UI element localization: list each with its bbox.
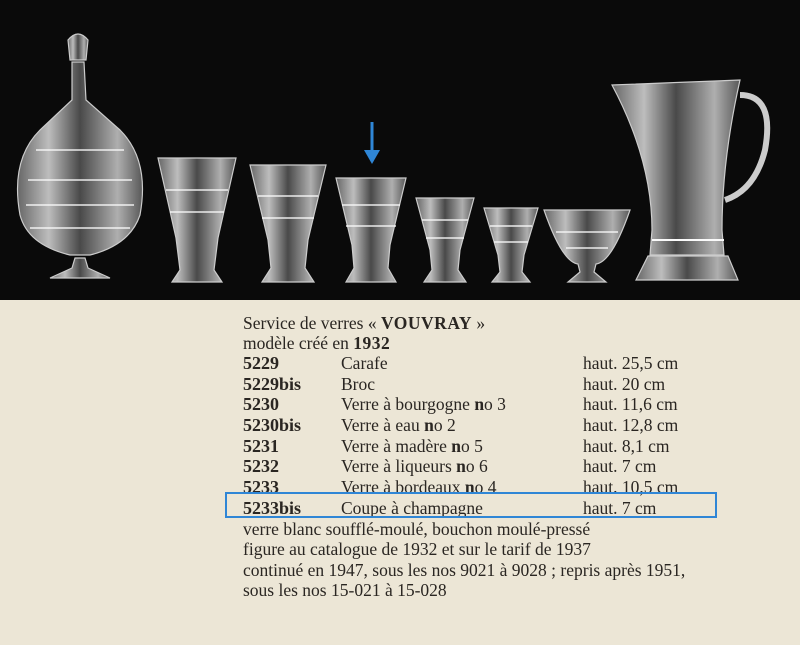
subtitle-prefix: modèle créé en — [243, 333, 354, 353]
down-arrow-icon — [364, 122, 380, 164]
glass-bordeaux-image — [336, 178, 406, 282]
item-code: 5230 — [243, 394, 279, 415]
item-size: haut. 12,8 cm — [583, 415, 679, 436]
pitcher-image — [612, 80, 767, 280]
service-subtitle — [243, 333, 798, 353]
item-row — [243, 394, 798, 415]
item-name: Carafe — [341, 353, 388, 373]
item-name: Verre à eau no 2 — [341, 415, 456, 436]
product-photo — [0, 0, 800, 300]
glass-bourgogne-image — [158, 158, 236, 282]
notes — [243, 519, 798, 601]
title-name: VOUVRAY — [381, 313, 472, 333]
item-row — [243, 456, 798, 477]
note-line: continué en 1947, sous les nos 9021 à 9028 ; repris après 1951, — [243, 559, 686, 580]
glass-eau-image — [250, 165, 326, 282]
item-size: haut. 7 cm — [583, 497, 657, 518]
title-prefix: Service de verres « — [243, 313, 381, 333]
item-code: 5230bis — [243, 415, 302, 436]
item-row — [243, 353, 798, 374]
item-name: Coupe à champagne — [341, 497, 483, 518]
item-name: Broc — [341, 373, 376, 394]
item-code: 5231 — [243, 435, 279, 456]
item-row — [243, 415, 798, 436]
note-line: sous les nos 15-021 à 15-028 — [243, 580, 447, 600]
item-row — [243, 374, 798, 395]
item-size: haut. 20 cm — [583, 373, 666, 394]
carafe-image — [18, 34, 143, 278]
highlight-box — [225, 492, 717, 518]
item-name: Verre à bourgogne no 3 — [341, 394, 506, 415]
note-line: figure au catalogue de 1932 et sur le tarif de 1937 — [243, 539, 591, 559]
item-row — [243, 436, 798, 457]
item-code: 5232 — [243, 456, 279, 477]
note-line: verre blanc soufflé-moulé, bouchon moulé-pressé — [243, 518, 591, 539]
item-code: 5233bis — [243, 497, 302, 518]
item-size: haut. 10,5 cm — [583, 477, 679, 498]
subtitle-year: 1932 — [353, 333, 391, 353]
title-suffix: » — [471, 313, 486, 333]
item-name: Verre à bordeaux no 4 — [341, 477, 497, 498]
catalogue-caption — [243, 313, 798, 601]
coupe-champagne-image — [544, 210, 630, 282]
item-size: haut. 25,5 cm — [583, 353, 679, 373]
glass-madere-image — [416, 198, 474, 282]
service-title — [243, 313, 798, 333]
item-code: 5233 — [243, 477, 279, 498]
item-code: 5229 — [243, 353, 279, 373]
item-size: haut. 11,6 cm — [583, 394, 678, 415]
item-code: 5229bis — [243, 373, 302, 394]
item-size: haut. 8,1 cm — [583, 435, 670, 456]
glass-liqueurs-image — [484, 208, 538, 282]
item-name: Verre à madère no 5 — [341, 435, 483, 456]
glassware-illustration — [0, 0, 800, 300]
item-name: Verre à liqueurs no 6 — [341, 456, 488, 477]
item-size: haut. 7 cm — [583, 456, 657, 477]
